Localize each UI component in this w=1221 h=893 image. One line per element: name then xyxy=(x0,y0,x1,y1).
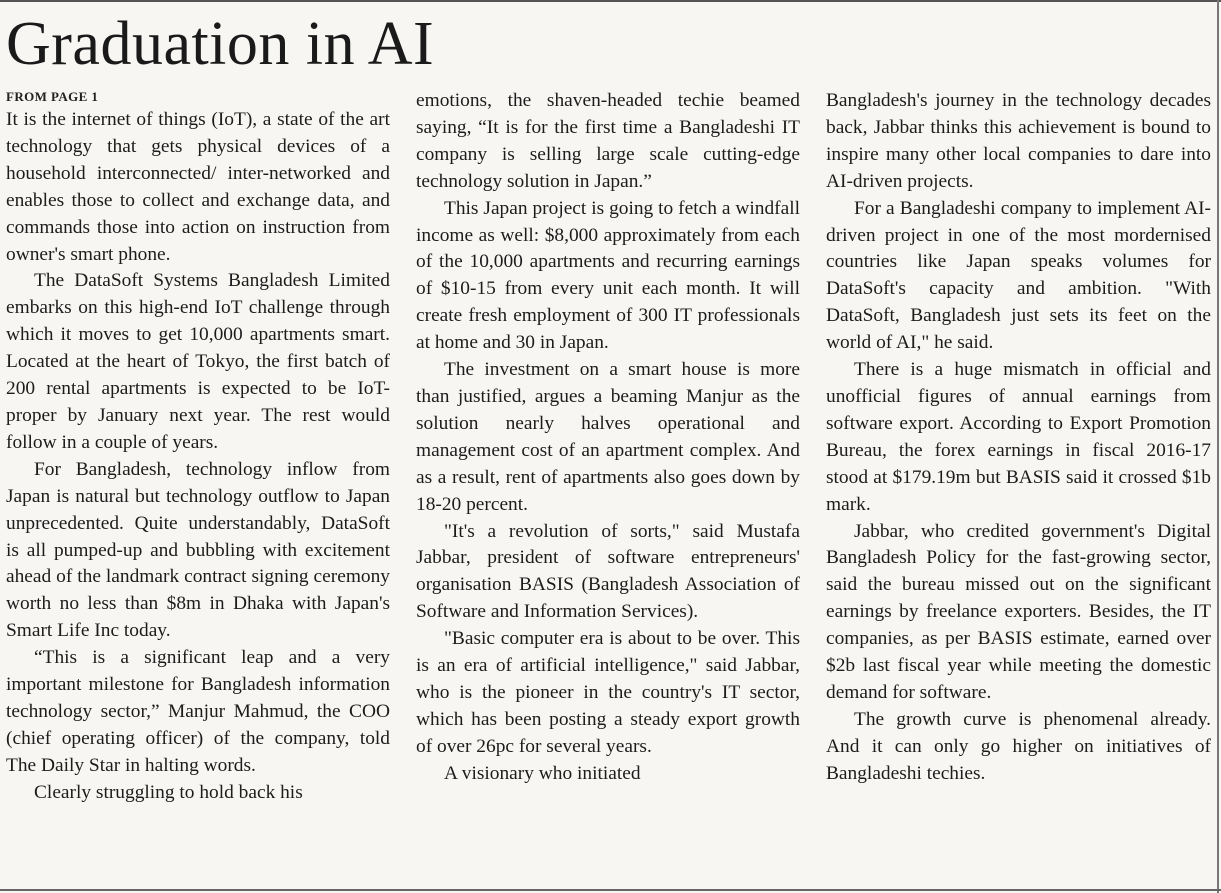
paragraph: "It's a revolution of sorts," said Mustafa Jabbar, president of software entrepreneurs' organisation BASIS (Bangladesh Association of Software and Information Services). xyxy=(416,520,800,623)
paragraph: Clearly struggling to hold back his xyxy=(34,781,303,803)
paragraph: It is the internet of things (IoT), a state of the art technology that gets physical devices of a household interconnected/ inter-networked and enables those to collect and exchange data, and commands those into action on instruction from owner's smart phone. xyxy=(6,109,390,265)
right-rule xyxy=(1217,0,1219,893)
paragraph: The investment on a smart house is more than justified, argues a beaming Manjur as the solution nearly halves operational and management cost of an apartment complex. And as a result, rent of apartments also goes down by 18-20 percent. xyxy=(416,359,800,515)
paragraph: There is a huge mismatch in official and unofficial figures of annual earnings from software export. According to Export Promotion Bureau, the forex earnings in fiscal 2016-17 stood at $179.19m but BASIS said it crossed $1b mark. xyxy=(826,359,1211,515)
paragraph: For a Bangladeshi company to implement AI-driven project in one of the most mordernised countries like Japan speaks volumes for DataSoft's capacity and ambition. "With DataSoft, Bangladesh just sets its feet on the world of AI," he said. xyxy=(826,197,1211,354)
column-3 xyxy=(826,88,1211,788)
article-headline: Graduation in AI xyxy=(6,10,435,78)
paragraph: "Basic computer era is about to be over. This is an era of artificial intelligence," said Jabbar, who is the pioneer in the country's IT sector, which has been posting a steady export growth of over 26pc for several years. xyxy=(416,628,800,757)
column-2 xyxy=(416,88,800,788)
paragraph: emotions, the shaven-headed techie beamed saying, “It is for the first time a Bangladeshi IT company is selling large scale cutting-edge technology solution in Japan.” xyxy=(416,90,800,192)
top-rule xyxy=(0,0,1221,2)
paragraph: The growth curve is phenomenal already. And it can only go higher on initiatives of Bangladeshi techies. xyxy=(826,708,1211,784)
paragraph: The DataSoft Systems Bangladesh Limited embarks on this high-end IoT challenge through which it moves to get 10,000 apartments smart. Located at the heart of Tokyo, the first batch of 200 rental apartments is expected to be IoT-proper by January next year. The rest would follow in a couple of years. xyxy=(6,270,390,453)
bottom-rule xyxy=(0,889,1221,891)
kicker-from-page: FROM PAGE 1 xyxy=(6,89,99,104)
paragraph: For Bangladesh, technology inflow from Japan is natural but technology outflow to Japan unprecedented. Quite understandably, DataSoft is all pumped-up and bubbling with excitement ahead of the landmark contract signing ceremony worth no less than $8m in Dhaka with Japan's Smart Life Inc today. xyxy=(6,458,390,642)
column-1 xyxy=(6,87,390,807)
paragraph: Jabbar, who credited government's Digital Bangladesh Policy for the fast-growing sector, said the bureau missed out on the significant earnings by freelance exporters. Besides, the IT companies, as per BASIS estimate, earned over $2b last fiscal year while meeting the domestic demand for software. xyxy=(826,520,1211,703)
paragraph: Bangladesh's journey in the technology decades back, Jabbar thinks this achievement is bound to inspire many other local companies to dare into AI-driven projects. xyxy=(826,90,1211,192)
paragraph: This Japan project is going to fetch a windfall income as well: $8,000 approximately from each of the 10,000 apartments and recurring earnings of $10-15 from every unit each month. It will create fresh employment of 300 IT professionals at home and 30 in Japan. xyxy=(416,197,800,354)
paragraph: “This is a significant leap and a very important milestone for Bangladesh information technology sector,” Manjur Mahmud, the COO (chief operating officer) of the company, told The Daily Star in halting words. xyxy=(6,647,390,776)
paragraph: A visionary who initiated xyxy=(444,762,641,784)
